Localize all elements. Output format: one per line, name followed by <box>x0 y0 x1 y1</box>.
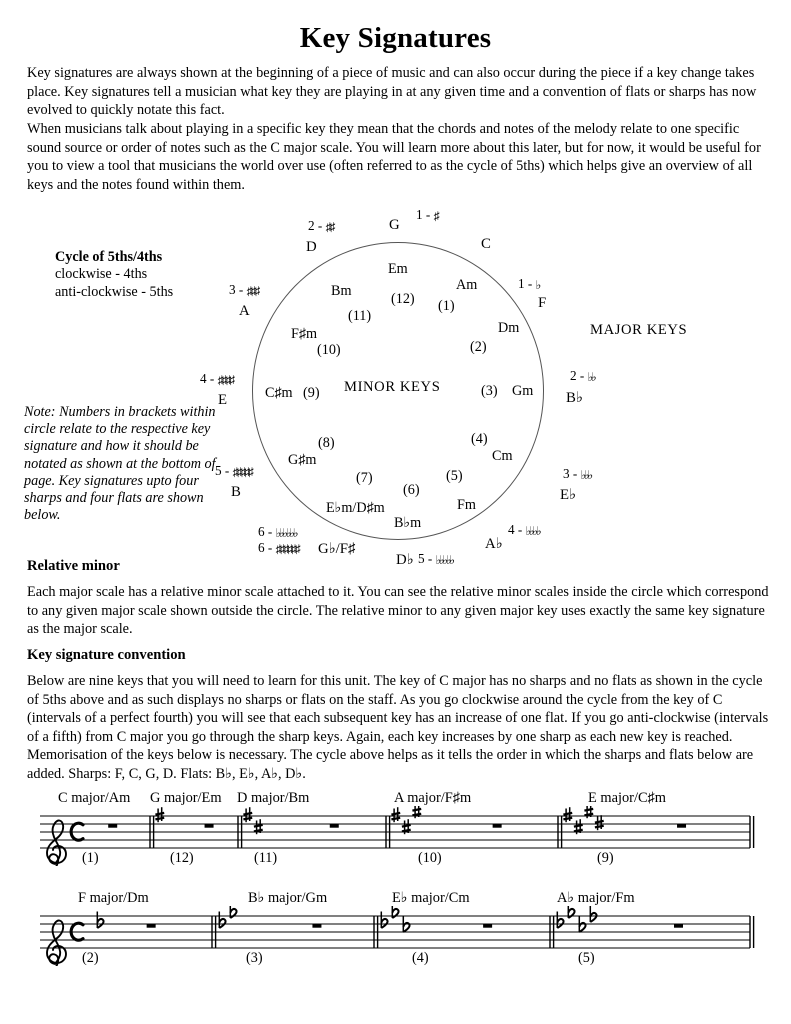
music-staff <box>0 806 791 866</box>
accidental-count-number: 3 <box>563 466 570 481</box>
accidental-dash: - <box>424 551 436 566</box>
accidental-count-number: 3 <box>229 282 236 297</box>
flat-icon <box>219 912 225 929</box>
minor-key-signature-number: (2) <box>470 339 487 355</box>
cycle-of-fifths-label <box>55 249 173 301</box>
accidental-glyphs: ♭♭♭♭♭♭ <box>275 526 297 540</box>
minor-key-signature-number: (10) <box>317 342 341 358</box>
major-key-accidental-count <box>416 207 437 224</box>
minor-key-signature-number: (3) <box>481 383 498 399</box>
cycle-label-title: Cycle of 5ths/4ths <box>55 249 163 265</box>
minor-key-signature-number: (7) <box>356 470 373 486</box>
accidental-glyphs: ♭♭ <box>587 370 595 384</box>
major-key-accidental-count <box>200 371 233 388</box>
whole-rest-icon <box>205 824 214 828</box>
accidental-glyphs: ♭♭♭♭ <box>525 524 540 538</box>
major-key-accidental-count <box>418 551 453 568</box>
minor-key-label: Dm <box>498 320 520 336</box>
staff-key-title: C major/Am <box>58 790 131 806</box>
accidental-glyphs: ♯♯♯♯♯ <box>232 465 252 479</box>
key-signature-convention-heading: Key signature convention <box>27 647 186 663</box>
cycle-label-clockwise: clockwise - 4ths <box>55 266 148 283</box>
note-block: Note: Numbers in brackets within circle relate to the respective key signature and how it should be notated as shown at the bottom of page. Key signatures upto four sharps and four flats are shown below. <box>24 404 216 524</box>
intro-paragraph-2: When musicians talk about playing in a specific key they mean that the chords and notes of the melody relate to one specific sound source or order of notes such as the C major scale. You will learn more about this later, but for now, it would be useful for you to view a tool that musicians the world over use (often referred to as the cycle of 5ths) which helps give an overview of all keys and the notes found within them. <box>27 121 761 193</box>
major-key-accidental-count <box>229 282 258 299</box>
accidental-dash: - <box>576 368 588 383</box>
accidental-dash: - <box>221 463 233 478</box>
staff-key-signature-number: (5) <box>578 950 595 966</box>
accidental-dash: - <box>524 276 536 291</box>
staff-system-flat-keys <box>0 890 791 975</box>
whole-rest-icon <box>674 924 683 928</box>
accidental-count-number: 1 <box>416 207 423 222</box>
key-signature-convention-paragraph: Below are nine keys that you will need to learn for this unit. The key of C major has no sharps and no flats as shown in the cycle of 5ths above and as such displays no sharps or flats on the staff. As you go clockwise around the cycle from the key of C (intervals of a perfect fourth) you will see that each subsequent key has an increase of one flat. If you go anti-clockwise (intervals of a fifth) from C major you go through the sharp keys. Again, each key increases by one sharp as each new key is reached. Memorisation of the keys below is necessary. The cycle above helps as it tells the order in which the sharps and flats below are added. Sharps: F, C, G, D. Flats: B♭, E♭, A♭, D♭. <box>27 673 769 782</box>
treble-clef-icon <box>47 821 66 866</box>
minor-key-label: B♭m <box>394 515 422 531</box>
major-key-accidental-count <box>215 463 252 480</box>
minor-key-label: Bm <box>331 283 352 299</box>
flat-icon <box>381 912 387 929</box>
whole-rest-icon <box>147 924 156 928</box>
major-key-label: E <box>218 392 228 408</box>
double-barline <box>750 916 754 948</box>
major-key-label: A♭ <box>485 536 503 552</box>
treble-clef-icon <box>47 921 66 966</box>
minor-key-signature-number: (6) <box>403 482 420 498</box>
major-key-label: F <box>538 295 547 311</box>
minor-key-label: G♯m <box>288 452 317 468</box>
major-key-label: C <box>481 236 491 252</box>
six-flats-accidental-count <box>258 524 296 541</box>
accidental-glyphs: ♭♭♭♭♭ <box>435 553 453 567</box>
major-key-accidental-count <box>563 466 591 483</box>
staff-key-signature-number: (11) <box>254 850 278 866</box>
staff-key-signature-number: (4) <box>412 950 429 966</box>
staff-key-title: D major/Bm <box>237 790 310 806</box>
sharp-icon <box>243 807 252 822</box>
accidental-dash: - <box>264 540 276 555</box>
staff-key-title: G major/Em <box>150 790 222 806</box>
music-staff <box>0 906 791 966</box>
major-key-label: A <box>239 303 250 319</box>
minor-key-signature-number: (4) <box>471 431 488 447</box>
accidental-glyphs: ♯♯♯ <box>246 284 258 298</box>
staff-lines <box>40 916 750 948</box>
flat-icon <box>403 916 409 933</box>
accidental-count-number: 5 <box>215 463 222 478</box>
staff-system-sharp-keys <box>0 790 791 875</box>
staff-key-title: B♭ major/Gm <box>248 890 328 906</box>
accidental-count-number: 4 <box>508 522 515 537</box>
double-barline <box>750 816 754 848</box>
accidental-dash: - <box>514 522 526 537</box>
accidental-dash: - <box>422 207 434 222</box>
accidental-count-number: 1 <box>518 276 525 291</box>
accidental-dash: - <box>235 282 247 297</box>
major-key-label: B <box>231 484 241 500</box>
minor-key-label: F♯m <box>291 326 318 342</box>
staff-lines <box>40 816 750 848</box>
staff-key-title: A major/F♯m <box>394 790 472 806</box>
major-key-accidental-count <box>258 540 298 557</box>
relative-minor-paragraph: Each major scale has a relative minor scale attached to it. You can see the relative minor scales inside the circle which correspond to any given major scale shown outside the circle. The relative minor to any given major key uses exactly the same key signature as the major scale. <box>27 584 769 638</box>
staff-key-signature-number: (2) <box>82 950 99 966</box>
minor-key-label: Gm <box>512 383 534 399</box>
major-key-label: E♭ <box>560 487 577 503</box>
minor-key-signature-number: (5) <box>446 468 463 484</box>
accidental-glyphs: ♭♭♭ <box>580 468 591 482</box>
accidental-glyphs: ♯♯ <box>325 220 334 234</box>
minor-key-signature-number: (12) <box>391 291 415 307</box>
accidental-dash: - <box>264 524 276 539</box>
flat-icon <box>557 912 563 929</box>
accidental-glyphs: ♯♯♯♯♯♯ <box>275 542 299 556</box>
intro-paragraph-1: Key signatures are always shown at the beginning of a piece of music and can also occur during the piece if a key change takes place. Key signatures tell a musician what key they are playing in at any given time and a convention of flats or sharps has now evolved to quickly notate this fact. <box>27 65 757 119</box>
accidental-count-number: 4 <box>200 371 207 386</box>
staff-key-signature-number: (3) <box>246 950 263 966</box>
flat-icon <box>579 916 585 933</box>
flat-icon <box>590 906 596 922</box>
accidental-count-number: 6 <box>258 524 265 539</box>
minor-key-signature-number: (1) <box>438 298 455 314</box>
major-key-label: B♭ <box>566 390 583 406</box>
minor-keys-label: MINOR KEYS <box>344 379 441 395</box>
major-key-label: G♭/F♯ <box>318 541 356 557</box>
accidental-glyphs: ♯ <box>433 209 438 223</box>
sharp-icon <box>595 815 604 830</box>
whole-rest-icon <box>312 924 321 928</box>
accidental-dash: - <box>569 466 581 481</box>
major-key-label: D <box>306 239 317 255</box>
sharp-icon <box>563 807 572 822</box>
major-key-accidental-count <box>570 368 595 385</box>
major-key-accidental-count <box>508 522 539 539</box>
staff-key-title: E♭ major/Cm <box>392 890 470 906</box>
minor-key-label: Am <box>456 277 478 293</box>
minor-key-label: Fm <box>457 497 476 513</box>
minor-key-signature-number: (9) <box>303 385 320 401</box>
accidental-count-number: 2 <box>570 368 577 383</box>
minor-key-label: E♭m/D♯m <box>326 500 385 516</box>
minor-key-label: Em <box>388 261 408 277</box>
cycle-label-anticlockwise: anti-clockwise - 5ths <box>55 283 174 300</box>
major-key-label: D♭ <box>396 552 414 568</box>
staff-key-title: F major/Dm <box>78 890 149 906</box>
accidental-count-number: 2 <box>308 218 315 233</box>
whole-rest-icon <box>108 824 117 828</box>
staff-key-title: E major/C♯m <box>588 790 666 806</box>
accidental-count-number: 6 <box>258 540 265 555</box>
minor-key-signature-number: (11) <box>348 308 372 324</box>
staff-key-signature-number: (10) <box>418 850 442 866</box>
minor-key-signature-number: (8) <box>318 435 335 451</box>
staff-key-signature-number: (12) <box>170 850 194 866</box>
accidental-count-number: 5 <box>418 551 425 566</box>
major-keys-label: MAJOR KEYS <box>590 322 688 338</box>
minor-key-label: C♯m <box>265 385 293 401</box>
accidental-glyphs: ♯♯♯♯ <box>217 373 233 387</box>
major-key-label: G <box>389 217 400 233</box>
accidental-dash: - <box>206 371 218 386</box>
staff-key-title: A♭ major/Fm <box>557 890 635 906</box>
staff-key-signature-number: (9) <box>597 850 614 866</box>
relative-minor-heading: Relative minor <box>27 558 120 574</box>
major-key-accidental-count <box>308 218 333 235</box>
flat-icon <box>97 912 103 929</box>
whole-rest-icon <box>483 924 492 928</box>
minor-key-label: Cm <box>492 448 513 464</box>
sharp-icon <box>155 807 164 822</box>
whole-rest-icon <box>677 824 686 828</box>
sharp-icon <box>391 807 400 822</box>
whole-rest-icon <box>330 824 339 828</box>
major-key-accidental-count <box>518 276 539 293</box>
page-title: Key Signatures <box>299 22 492 54</box>
whole-rest-icon <box>493 824 502 828</box>
accidental-dash: - <box>314 218 326 233</box>
accidental-glyphs: ♭ <box>535 278 540 292</box>
staff-key-signature-number: (1) <box>82 850 99 866</box>
